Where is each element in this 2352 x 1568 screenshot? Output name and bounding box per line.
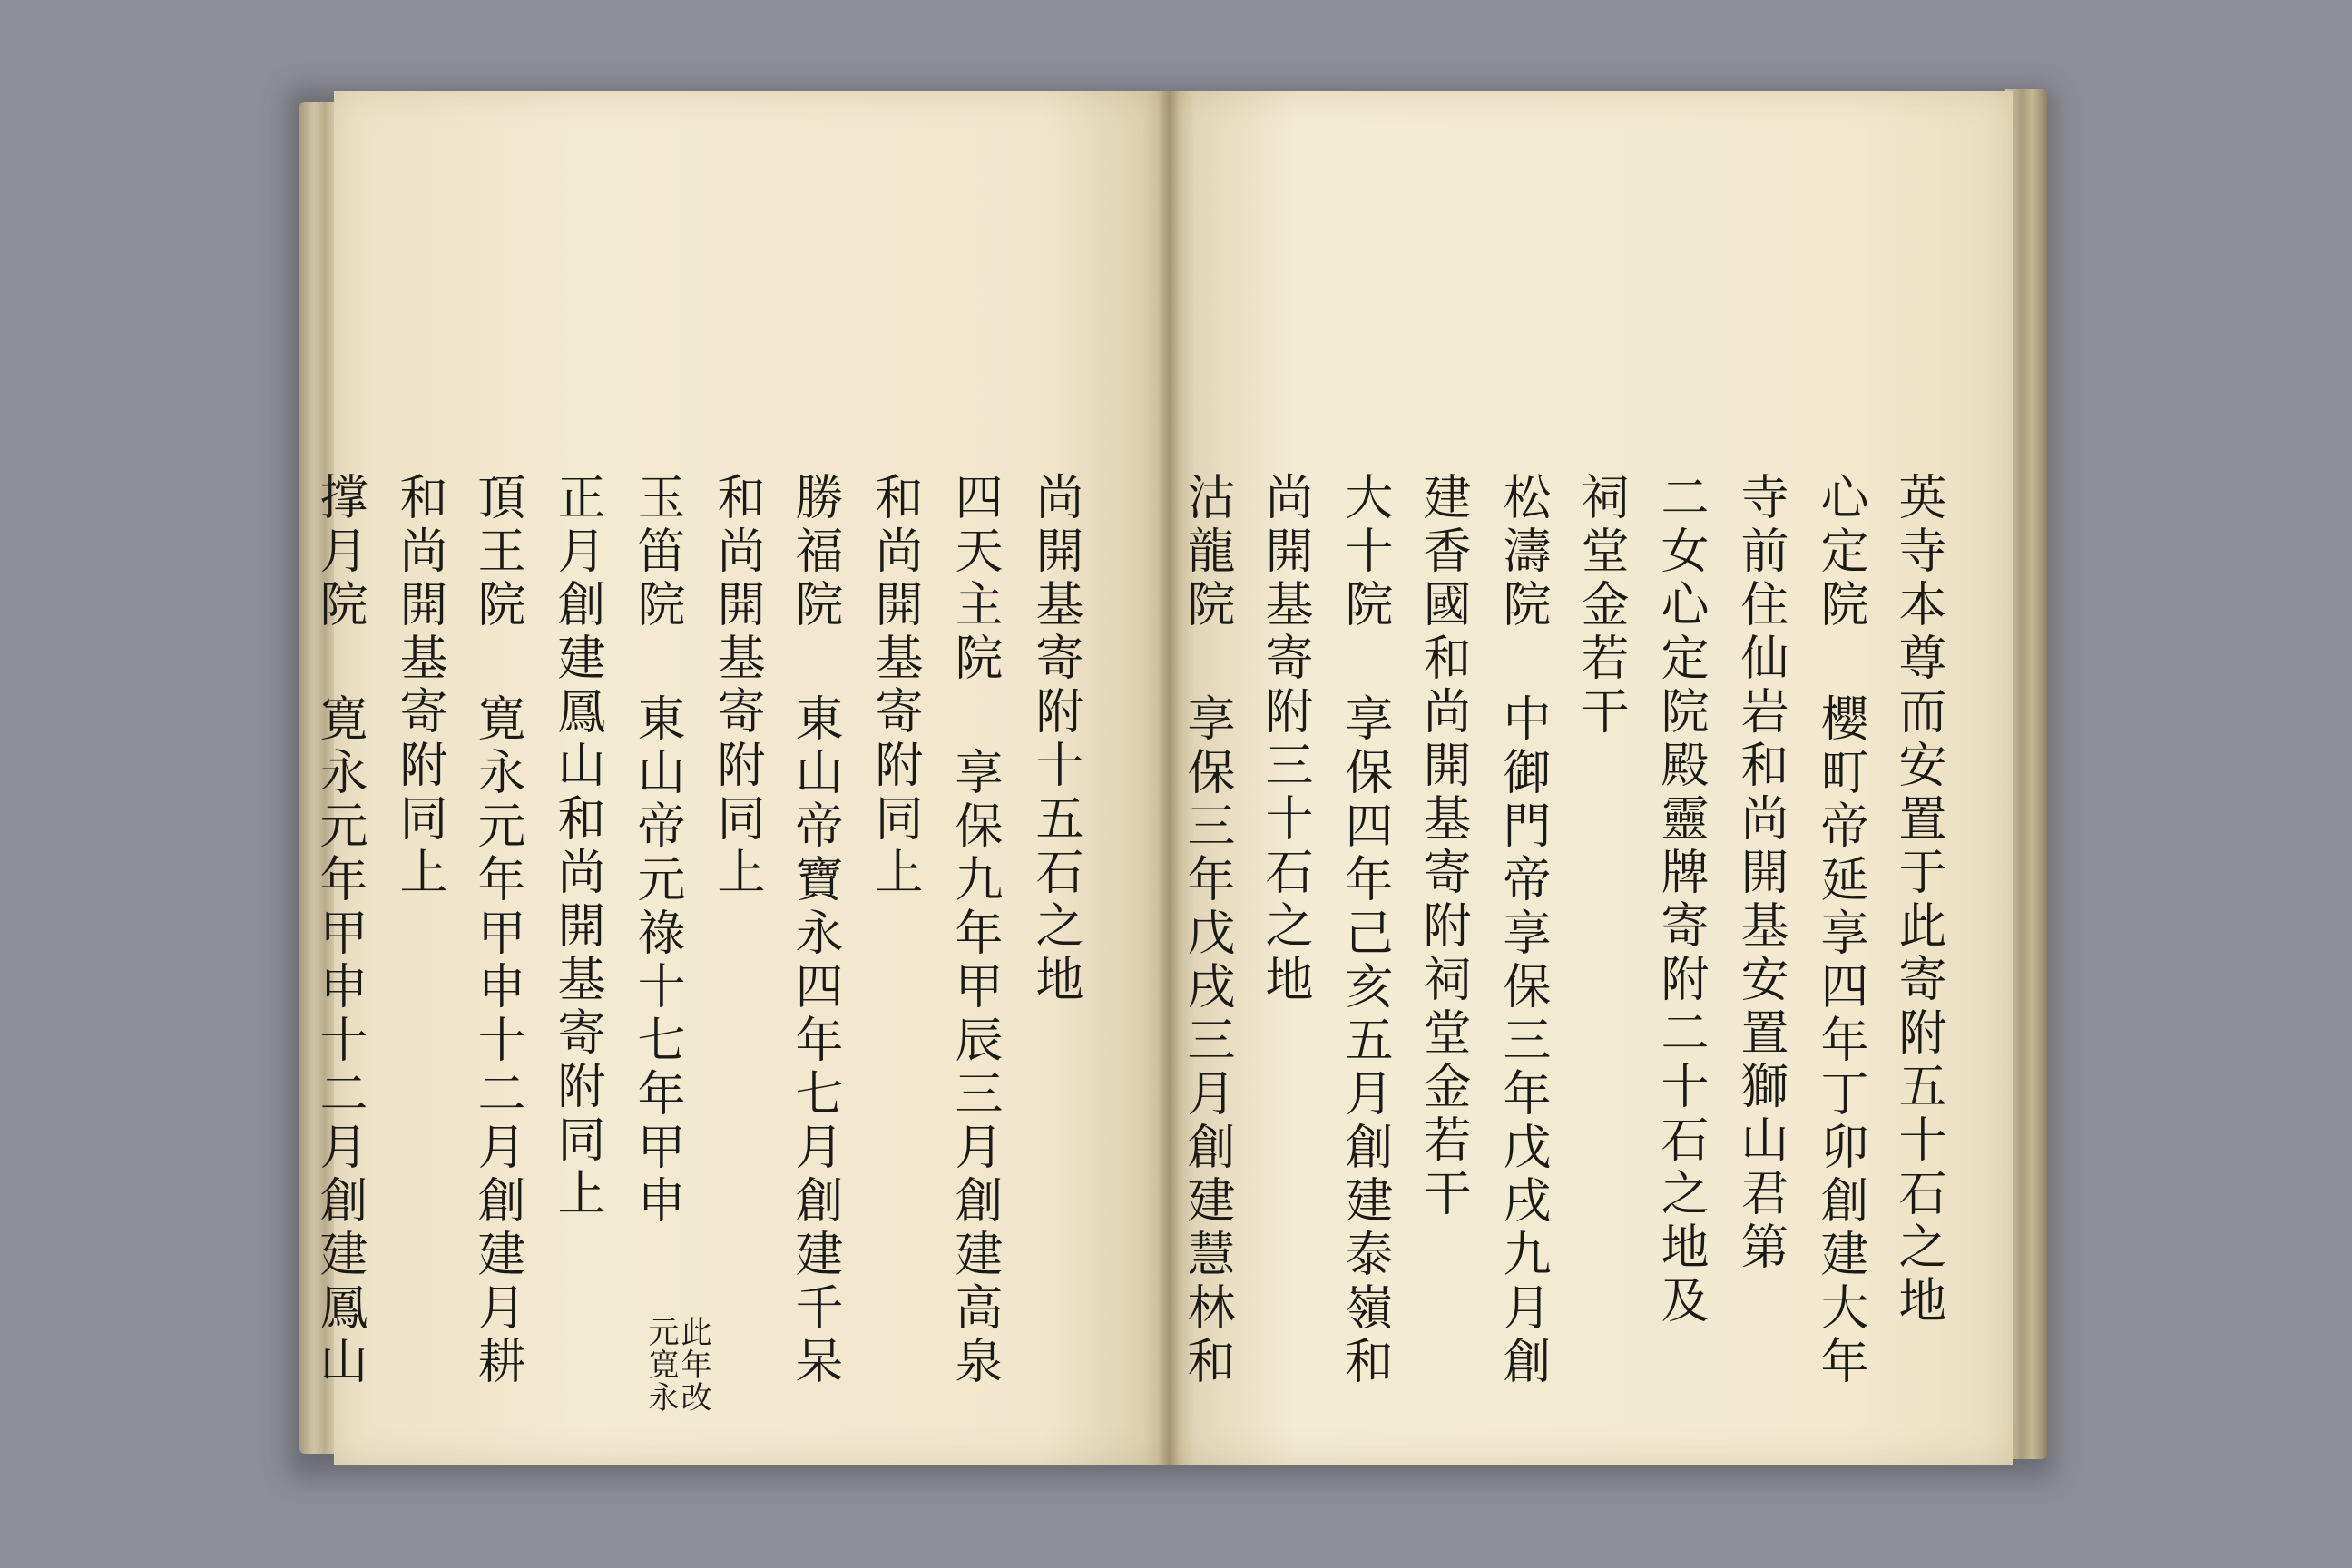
text-column: 尚開基寄附三十石之地: [1258, 472, 1313, 1007]
annotation-note: 元寛永: [642, 1316, 679, 1414]
annotation-note: 此年改: [675, 1316, 711, 1414]
text-column: 和尚開基寄附同上: [867, 472, 923, 900]
text-column: 建香國和尚開基寄附祠堂金若干: [1416, 472, 1471, 1221]
text-column: 二女心定院殿靈牌寄附二十石之地及: [1653, 472, 1709, 1328]
text-column: 和尚開基寄附同上: [392, 472, 447, 900]
text-column: 尚開基寄附十五石之地: [1028, 472, 1083, 1007]
left-page: [312, 91, 1169, 1465]
text-column: 松濤院 中御門帝享保三年戊戌九月創: [1495, 472, 1551, 1389]
text-column: 大十院 享保四年己亥五月創建泰嶺和: [1338, 472, 1393, 1389]
text-column: 四天主院 享保九年甲辰三月創建高泉: [947, 472, 1003, 1389]
book-gutter: [1158, 91, 1180, 1465]
text-column: 祠堂金若干: [1573, 472, 1629, 740]
text-column: 勝福院 東山帝寶永四年七月創建千呆: [788, 472, 843, 1389]
text-column: 正月創建鳳山和尚開基寄附同上: [550, 472, 605, 1221]
right-page: [1169, 91, 2013, 1465]
text-column: 頂王院 寛永元年甲申十二月創建月耕: [470, 472, 525, 1389]
text-column: 撑月院 寛永元年甲申十二月創建鳳山: [312, 472, 368, 1389]
text-column: 玉笛院 東山帝元祿十七年甲申: [630, 472, 685, 1229]
text-column: 沽龍院 享保三年戊戌三月創建慧林和: [1180, 472, 1235, 1389]
text-column: 英寺本尊而安置于此寄附五十石之地: [1891, 472, 1946, 1328]
text-column: 寺前住仙岩和尚開基安置獅山君第: [1733, 472, 1788, 1275]
text-column: 心定院 櫻町帝延享四年丁卯創建大年: [1813, 472, 1868, 1389]
text-column: 和尚開基寄附同上: [710, 472, 765, 900]
